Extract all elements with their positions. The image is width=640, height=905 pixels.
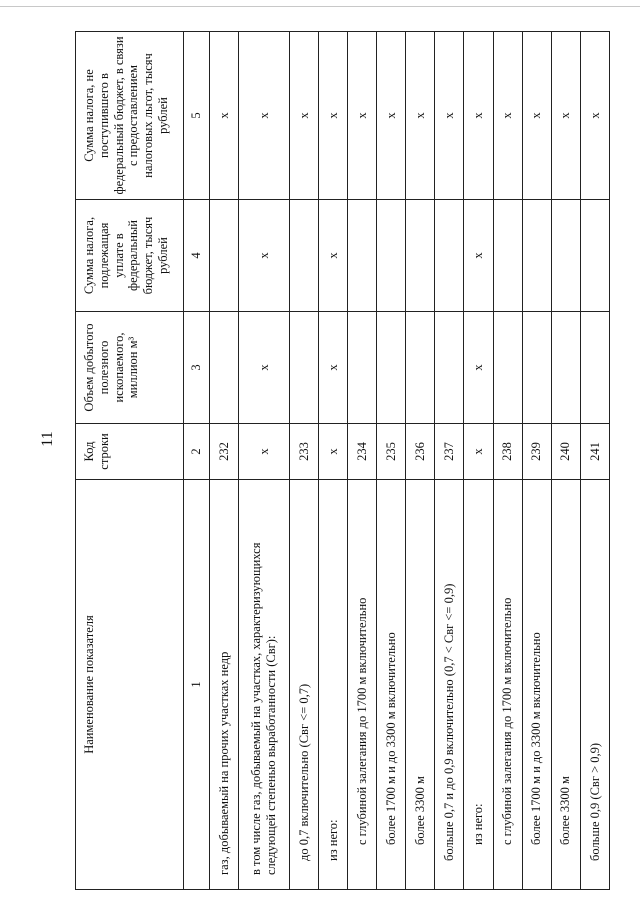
row-tax-due (435, 200, 464, 312)
table-row (464, 32, 493, 890)
row-volume (289, 312, 318, 424)
row-code: 234 (348, 424, 377, 480)
row-tax-due: x (319, 200, 348, 312)
row-tax-benefit: x (464, 32, 493, 200)
table-row (522, 32, 551, 890)
table-row (551, 32, 580, 890)
row-code: 241 (580, 424, 609, 480)
row-tax-due (551, 200, 580, 312)
row-tax-due (377, 200, 406, 312)
row-tax-benefit: x (377, 32, 406, 200)
table-row (210, 32, 239, 890)
column-header: Код строки (76, 424, 184, 480)
column-number: 5 (184, 32, 210, 200)
row-name: больше 0,9 (Свг > 0,9) (580, 480, 609, 890)
row-name: более 1700 м и до 3300 м включительно (377, 480, 406, 890)
row-volume (522, 312, 551, 424)
row-volume: x (464, 312, 493, 424)
row-name: с глубиной залегания до 1700 м включительно (493, 480, 522, 890)
rotated-table-wrapper (75, 32, 610, 890)
column-header: Сумма налога, не поступившего в федеральный бюджет, в связи с предоставлением налоговых льгот, тысяч рублей (76, 32, 184, 200)
row-tax-due (289, 200, 318, 312)
row-name: больше 0,7 и до 0,9 включительно (0,7 < Свг <= 0,9) (435, 480, 464, 890)
table-row (319, 32, 348, 890)
column-header: Наименование показателя (76, 480, 184, 890)
column-number-row (184, 32, 210, 890)
row-volume (377, 312, 406, 424)
row-tax-due: x (464, 200, 493, 312)
row-tax-due (406, 200, 435, 312)
row-code: x (319, 424, 348, 480)
top-border-line (0, 6, 640, 7)
column-header: Объем добытого полезного ископаемого, миллион м³ (76, 312, 184, 424)
row-name: с глубиной залегания до 1700 м включительно (348, 480, 377, 890)
row-volume (210, 312, 239, 424)
row-tax-benefit: x (289, 32, 318, 200)
row-tax-due (493, 200, 522, 312)
row-tax-benefit: x (348, 32, 377, 200)
row-tax-benefit: x (522, 32, 551, 200)
row-code: x (239, 424, 290, 480)
table-row (348, 32, 377, 890)
row-name: более 3300 м (406, 480, 435, 890)
column-number: 2 (184, 424, 210, 480)
column-number: 3 (184, 312, 210, 424)
tax-table (75, 31, 610, 890)
column-number: 1 (184, 480, 210, 890)
row-tax-benefit: x (319, 32, 348, 200)
row-volume (551, 312, 580, 424)
row-name: из него: (464, 480, 493, 890)
page-number: 11 (39, 431, 56, 447)
row-volume: x (319, 312, 348, 424)
row-tax-due (522, 200, 551, 312)
row-code: 233 (289, 424, 318, 480)
row-volume: x (239, 312, 290, 424)
table-row (406, 32, 435, 890)
row-volume (580, 312, 609, 424)
row-code: 239 (522, 424, 551, 480)
row-code: 232 (210, 424, 239, 480)
row-name: до 0,7 включительно (Свг <= 0,7) (289, 480, 318, 890)
table-header-row (76, 32, 184, 890)
row-name: газ, добываемый на прочих участках недр (210, 480, 239, 890)
row-name: более 3300 м (551, 480, 580, 890)
table-row (377, 32, 406, 890)
row-tax-due (348, 200, 377, 312)
row-code: 235 (377, 424, 406, 480)
row-code: 238 (493, 424, 522, 480)
table-row (239, 32, 290, 890)
row-volume (348, 312, 377, 424)
row-volume (493, 312, 522, 424)
row-volume (406, 312, 435, 424)
table-row (435, 32, 464, 890)
row-tax-benefit: x (239, 32, 290, 200)
row-tax-benefit: x (493, 32, 522, 200)
row-tax-benefit: x (435, 32, 464, 200)
row-code: 236 (406, 424, 435, 480)
row-code: 240 (551, 424, 580, 480)
table-row (580, 32, 609, 890)
table-row (493, 32, 522, 890)
row-tax-due (580, 200, 609, 312)
row-name: из него: (319, 480, 348, 890)
row-tax-benefit: x (551, 32, 580, 200)
column-number: 4 (184, 200, 210, 312)
column-header: Сумма налога, подлежащая уплате в федеральный бюджет, тысяч рублей (76, 200, 184, 312)
row-code: 237 (435, 424, 464, 480)
row-tax-due: x (239, 200, 290, 312)
row-volume (435, 312, 464, 424)
row-tax-benefit: x (406, 32, 435, 200)
row-code: x (464, 424, 493, 480)
row-tax-due (210, 200, 239, 312)
row-name: в том числе газ, добываемый на участках, характеризующихся следующей степенью выработанности (Свг): (239, 480, 290, 890)
table-row (289, 32, 318, 890)
row-name: более 1700 м и до 3300 м включительно (522, 480, 551, 890)
row-tax-benefit: x (210, 32, 239, 200)
row-tax-benefit: x (580, 32, 609, 200)
